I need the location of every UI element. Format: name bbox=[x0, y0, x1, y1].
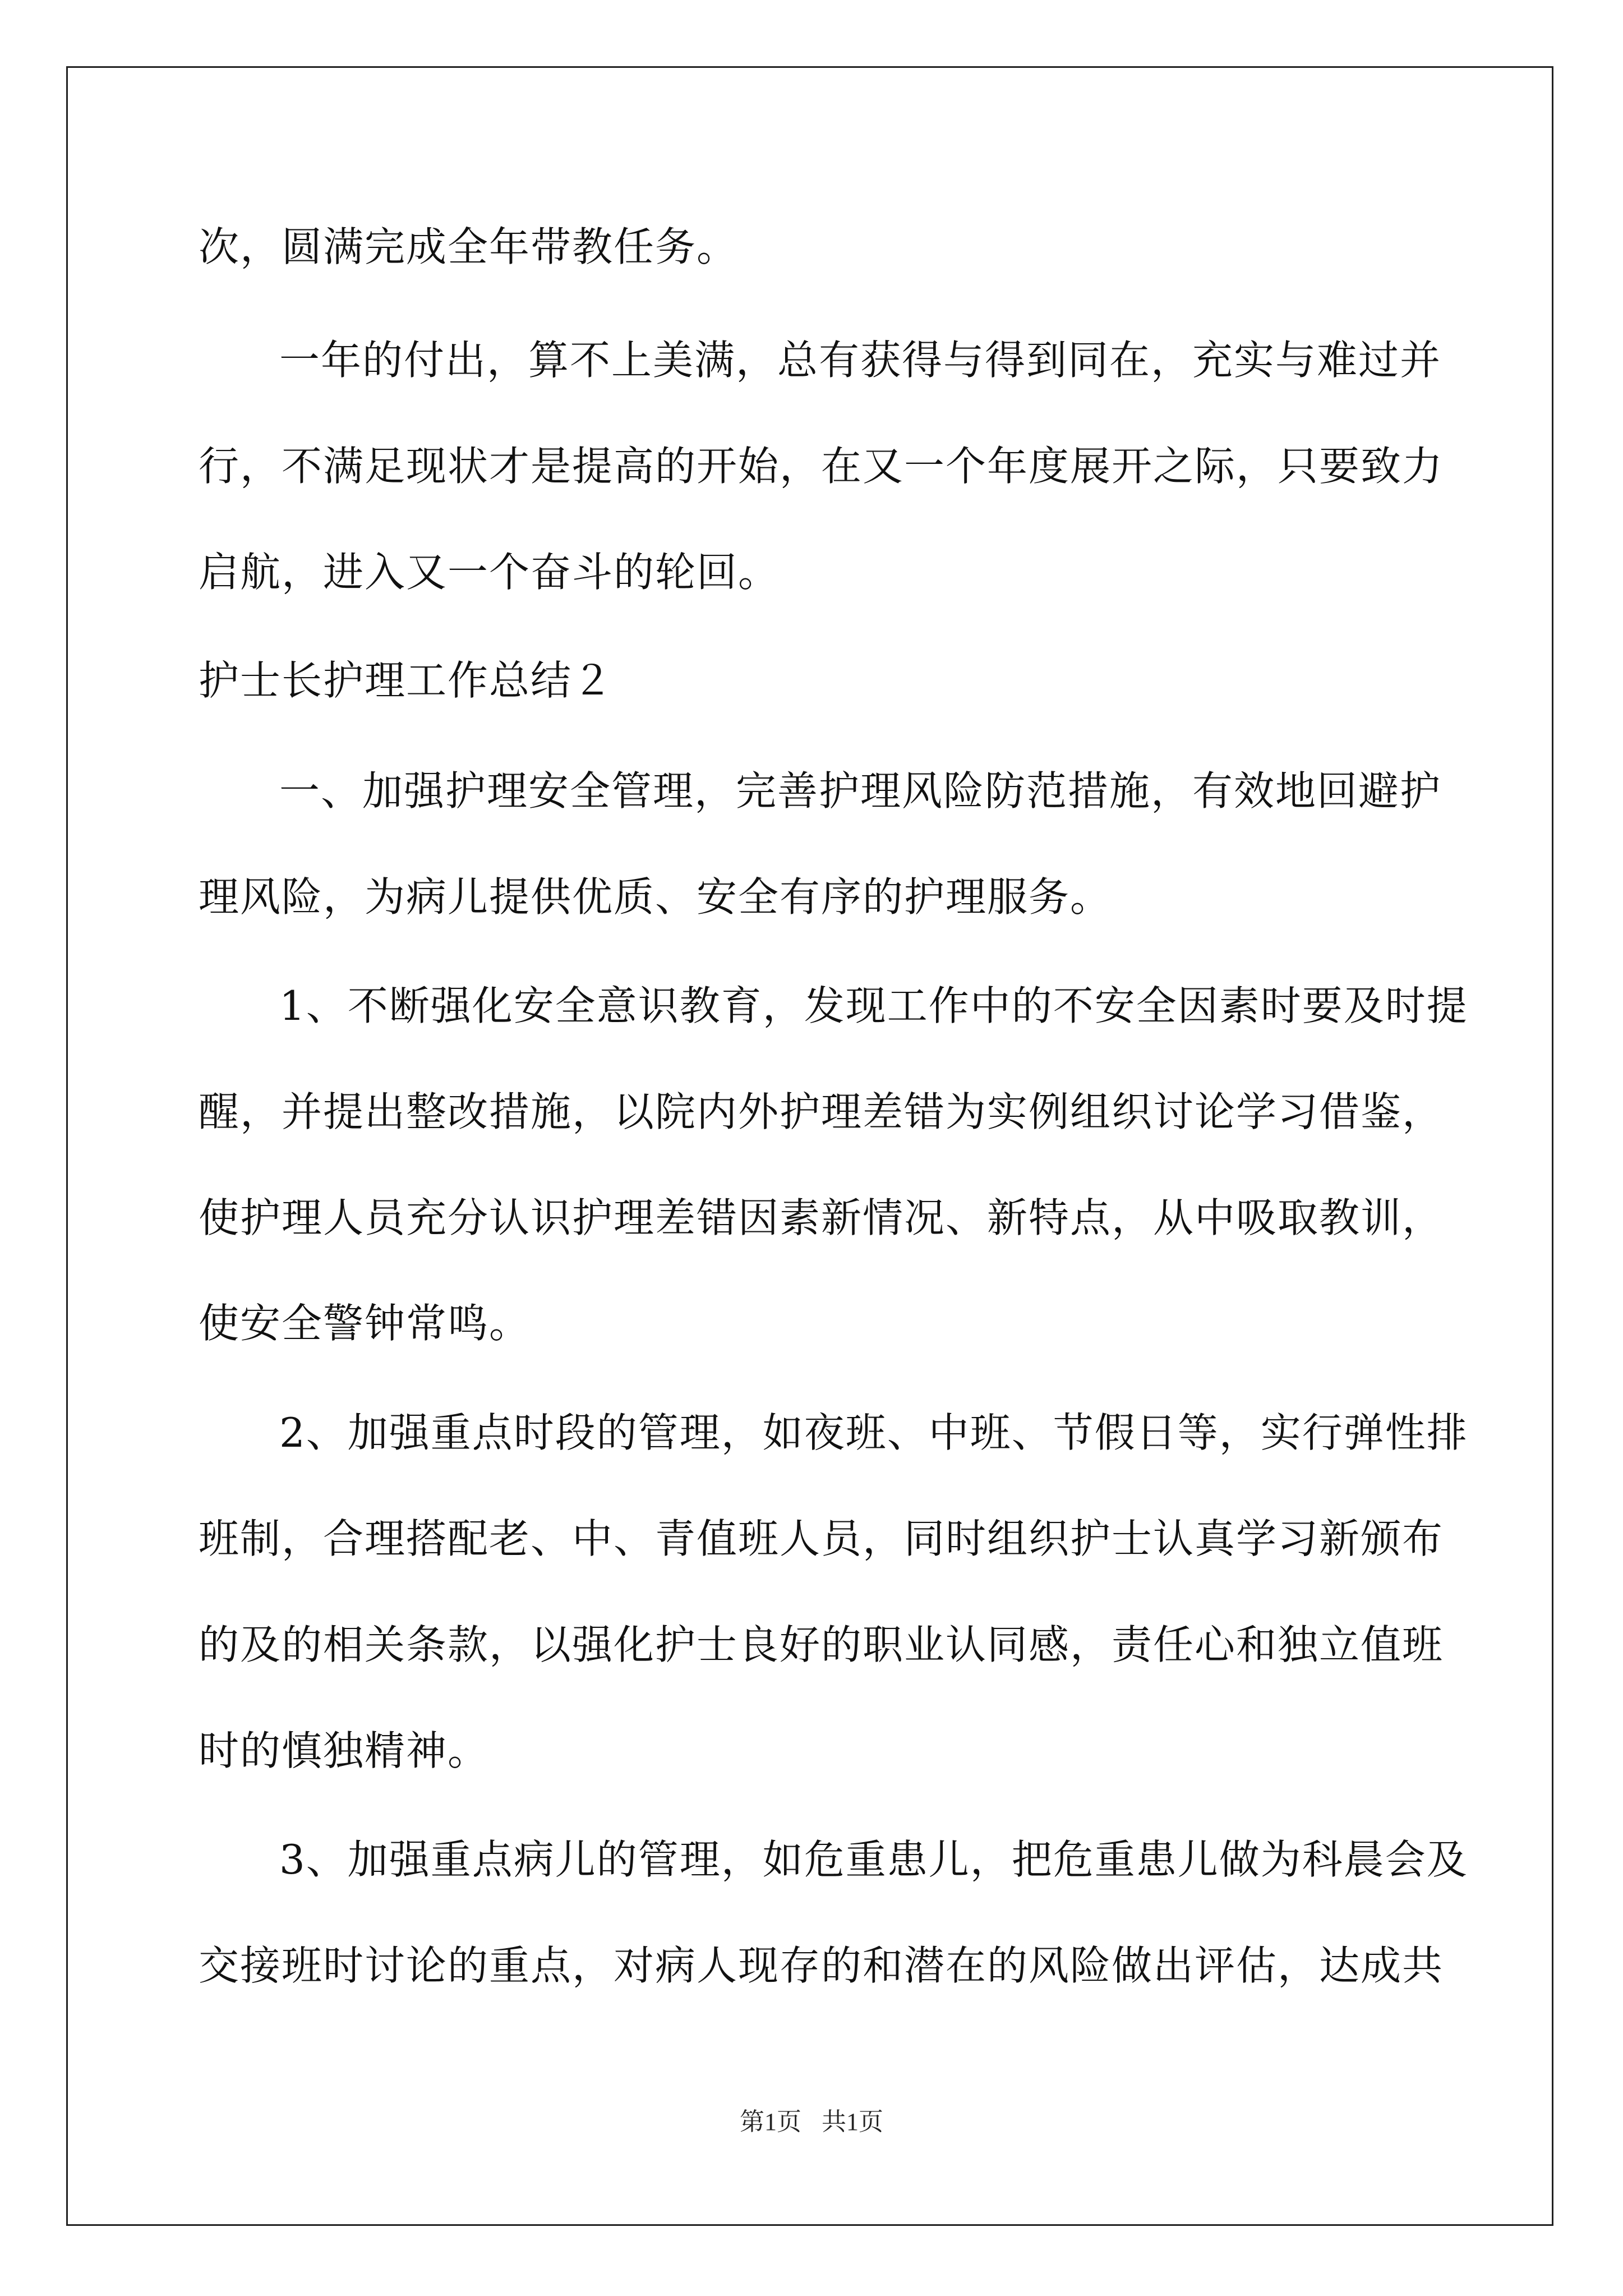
text-line: 时的慎独精神。 bbox=[199, 1727, 490, 1774]
page-footer bbox=[0, 2106, 1623, 2138]
text-line: 使护理人员充分认识护理差错因素新情况、新特点，从中吸取教训， bbox=[199, 1194, 1444, 1241]
section-heading: 护士长护理工作总结２ bbox=[199, 657, 614, 704]
text-line: 行，不满足现状才是提高的开始，在又一个年度展开之际，只要致力 bbox=[199, 443, 1444, 490]
text-line: 启航，进入又一个奋斗的轮回。 bbox=[199, 549, 780, 596]
text-line: 一年的付出，算不上美满，总有获得与得到同在，充实与难过并 bbox=[279, 337, 1442, 384]
text-line: 理风险，为病儿提供优质、安全有序的护理服务。 bbox=[199, 873, 1112, 921]
text-line: 一、加强护理安全管理，完善护理风险防范措施，有效地回避护 bbox=[279, 767, 1442, 815]
page-border bbox=[66, 66, 1553, 2226]
text-line: 醒，并提出整改措施，以院内外护理差错为实例组织讨论学习借鉴， bbox=[199, 1088, 1444, 1135]
text-line: 1、不断强化安全意识教育，发现工作中的不安全因素时要及时提 bbox=[279, 982, 1468, 1029]
page-number-total: 共1页 bbox=[822, 2108, 883, 2136]
text-line: 3、加强重点病儿的管理，如危重患儿，把危重患儿做为科晨会及 bbox=[279, 1836, 1468, 1883]
text-line: 交接班时讨论的重点，对病人现存的和潜在的风险做出评估，达成共 bbox=[199, 1942, 1444, 1989]
text-line: 的及的相关条款，以强化护士良好的职业认同感，责任心和独立值班 bbox=[199, 1621, 1444, 1668]
page-number-current: 第1页 bbox=[740, 2108, 801, 2136]
text-line: 班制，合理搭配老、中、青值班人员，同时组织护士认真学习新颁布 bbox=[199, 1515, 1444, 1562]
text-line: 2、加强重点时段的管理，如夜班、中班、节假日等，实行弹性排 bbox=[279, 1409, 1468, 1456]
text-line: 使安全警钟常鸣。 bbox=[199, 1300, 531, 1347]
text-line: 次，圆满完成全年带教任务。 bbox=[199, 223, 739, 270]
